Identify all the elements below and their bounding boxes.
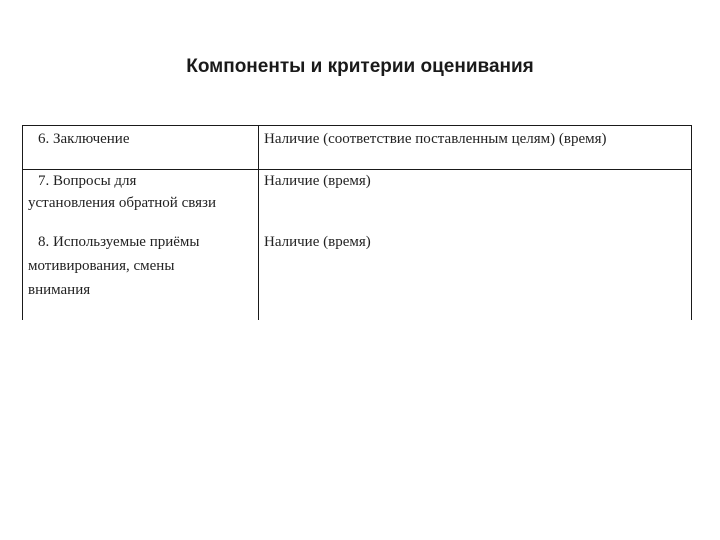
component-cell-feedback-questions bbox=[38, 170, 136, 192]
column-divider bbox=[258, 125, 259, 320]
component-text: установления обратной связи bbox=[28, 195, 216, 211]
slide-title: Компоненты и критерии оценивания bbox=[186, 56, 534, 77]
component-cell-motivation-techniques-cont bbox=[28, 255, 174, 301]
component-text: мотивирования, смены bbox=[28, 258, 175, 274]
component-text: 8. Используемые приёмы bbox=[38, 234, 200, 250]
component-text: 6. Заключение bbox=[38, 131, 130, 147]
criterion-cell-motivation-techniques bbox=[264, 231, 371, 253]
criterion-text: Наличие (соответствие поставленным целям) (время) bbox=[264, 131, 607, 147]
component-cell-motivation-techniques bbox=[38, 231, 199, 253]
criterion-text: Наличие (время) bbox=[264, 234, 371, 250]
component-text: внимания bbox=[28, 282, 91, 298]
table-right-border bbox=[691, 125, 692, 320]
criterion-cell-feedback-questions bbox=[264, 170, 371, 192]
component-text: 7. Вопросы для bbox=[38, 173, 137, 189]
criteria-table bbox=[22, 125, 692, 320]
component-cell-feedback-questions-cont bbox=[28, 192, 216, 214]
component-cell-conclusion bbox=[38, 128, 130, 150]
table-left-border bbox=[22, 125, 23, 320]
criterion-cell-conclusion bbox=[264, 128, 607, 150]
criterion-text: Наличие (время) bbox=[264, 173, 371, 189]
table-top-border bbox=[22, 125, 692, 126]
